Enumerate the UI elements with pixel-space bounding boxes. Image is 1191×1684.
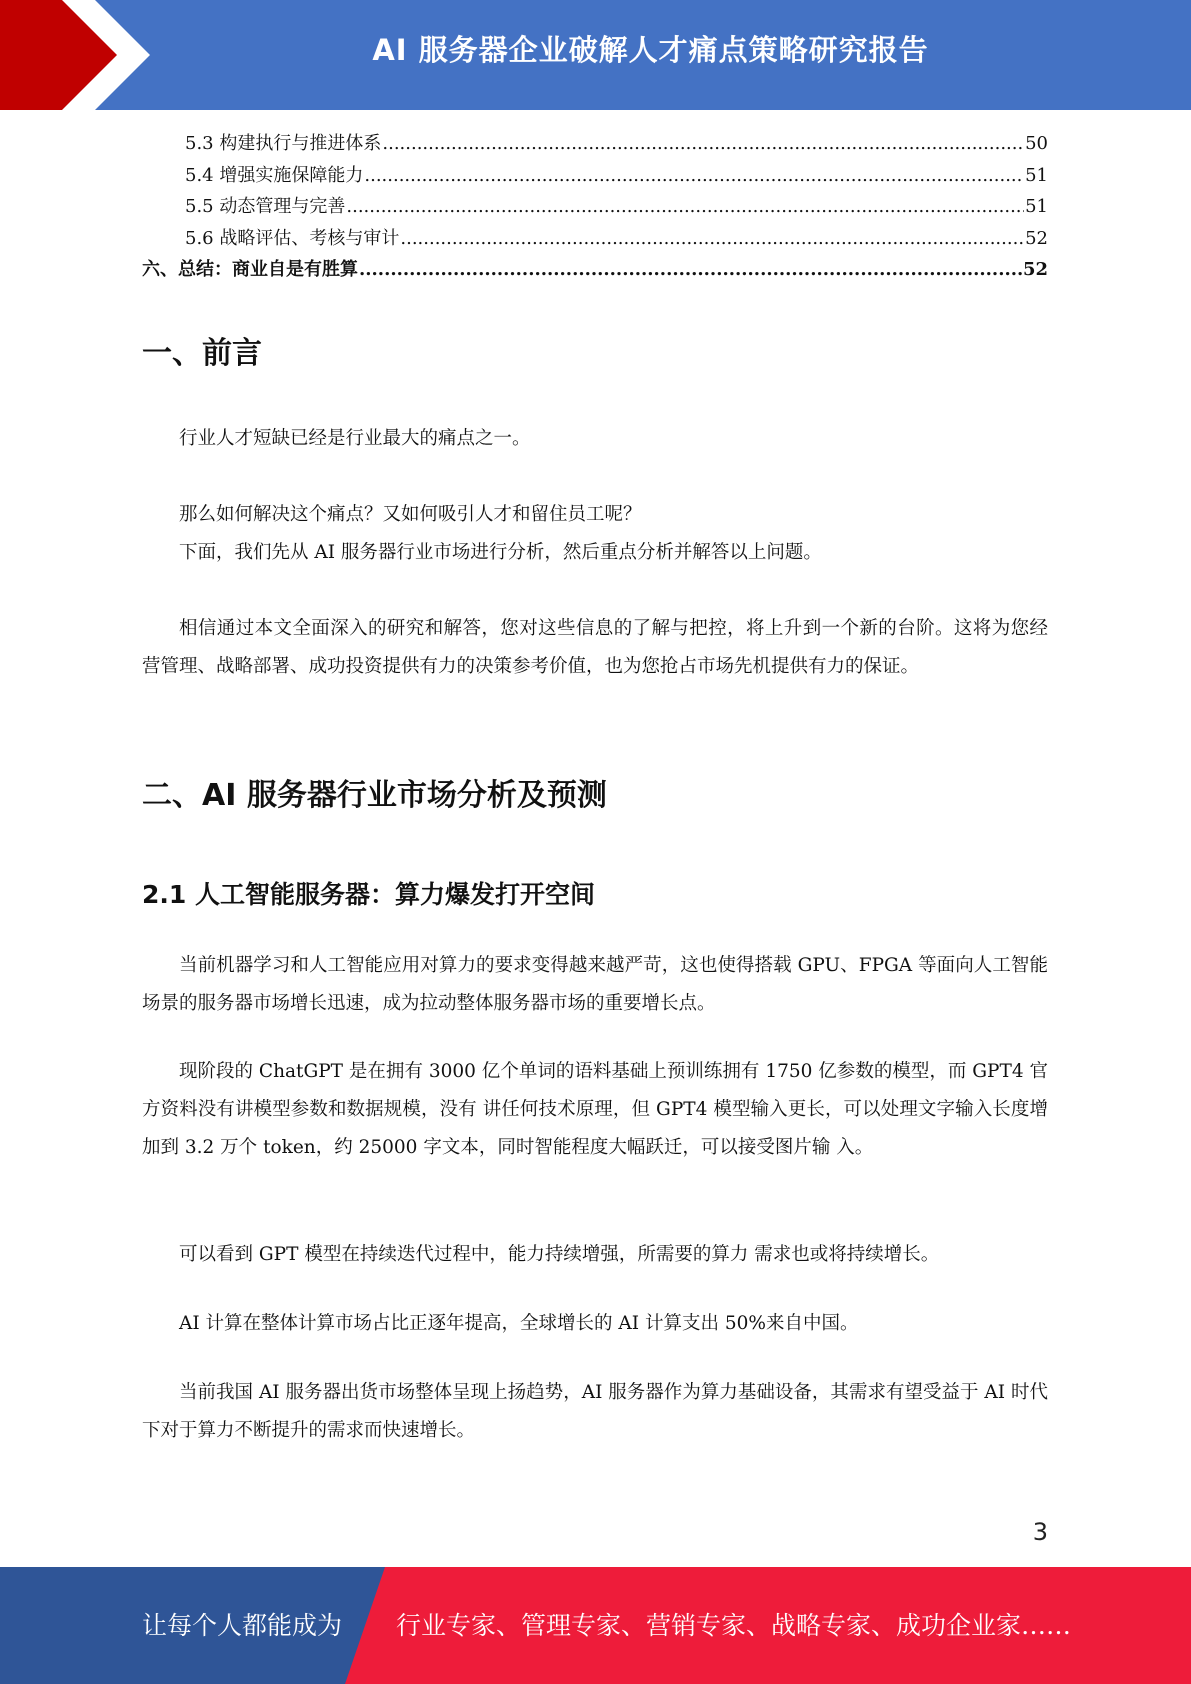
paragraph: 当前机器学习和人工智能应用对算力的要求变得越来越严苛，这也使得搭载 GPU、FPGA 等面向人工智能场景的服务器市场增长迅速，成为拉动整体服务器市场的重要增长点。 bbox=[142, 955, 1048, 1014]
toc-leader-dots bbox=[364, 160, 1024, 192]
paragraph: 可以看到 GPT 模型在持续迭代过程中，能力持续增强，所需要的算力 需求也或将持续增长。 bbox=[179, 1244, 940, 1265]
paragraph: 行业人才短缺已经是行业最大的痛点之一。 bbox=[179, 428, 531, 449]
toc-item[interactable] bbox=[142, 223, 1048, 255]
toc-leader-dots bbox=[400, 223, 1024, 255]
paragraph: 下面，我们先从 AI 服务器行业市场进行分析，然后重点分析并解答以上问题。 bbox=[179, 542, 822, 563]
paragraph: 那么如何解决这个痛点？又如何吸引人才和留住员工呢？ bbox=[179, 504, 642, 525]
page-number: 3 bbox=[1032, 1518, 1048, 1546]
toc-item[interactable] bbox=[142, 191, 1048, 223]
paragraph: AI 计算在整体计算市场占比正逐年提高，全球增长的 AI 计算支出 50%来自中国。 bbox=[179, 1313, 859, 1334]
toc-item-page: 51 bbox=[1025, 164, 1048, 186]
toc-item-page: 52 bbox=[1022, 259, 1048, 280]
toc-item-page: 51 bbox=[1025, 196, 1048, 217]
section-heading-preface: 一、前言 bbox=[142, 336, 262, 371]
table-of-contents bbox=[142, 128, 1048, 286]
toc-item-number: 5.3 bbox=[185, 133, 214, 154]
toc-item[interactable] bbox=[142, 128, 1048, 160]
toc-leader-dots bbox=[359, 254, 1022, 286]
header-arrow-logo bbox=[0, 0, 160, 110]
toc-item-title: 六、总结：商业自是有胜算 bbox=[142, 259, 358, 280]
toc-leader-dots bbox=[346, 191, 1024, 223]
report-title: AI 服务器企业破解人才痛点策略研究报告 bbox=[372, 33, 929, 67]
paragraph: 相信通过本文全面深入的研究和解答，您对这些信息的了解与把控，将上升到一个新的台阶。这将为您经营管理、战略部署、成功投资提供有力的决策参考价值，也为您抢占市场先机提供有力的保证。 bbox=[142, 618, 1048, 677]
toc-item-page: 50 bbox=[1025, 133, 1048, 154]
toc-item-number: 5.4 bbox=[185, 164, 214, 186]
footer-slogan-right: 行业专家、管理专家、营销专家、战略专家、成功企业家…… bbox=[396, 1611, 1072, 1640]
page-header bbox=[0, 0, 1191, 110]
toc-item-page: 52 bbox=[1025, 227, 1048, 249]
toc-item-number: 5.5 bbox=[185, 196, 214, 217]
paragraph: 现阶段的 ChatGPT 是在拥有 3000 亿个单词的语料基础上预训练拥有 1750 亿参数的模型，而 GPT4 官方资料没有讲模型参数和数据规模，没有 讲任何技术原理，但 GPT4 模型输入更长，可以处理文字输入长度增加到 3.2 万个 token，约 25000 字文本，同时智能程度大幅跃迁，可以接受图片输 入。 bbox=[142, 1061, 1048, 1158]
toc-leader-dots bbox=[382, 128, 1024, 160]
subsection-heading: 2.1 人工智能服务器：算力爆发打开空间 bbox=[142, 880, 595, 909]
toc-item-title: 动态管理与完善 bbox=[219, 196, 346, 217]
page-footer bbox=[0, 1567, 1191, 1684]
toc-item-title: 战略评估、考核与审计 bbox=[219, 227, 400, 249]
section-heading-market-analysis: 二、AI 服务器行业市场分析及预测 bbox=[142, 778, 607, 813]
toc-item[interactable] bbox=[142, 254, 1048, 286]
toc-item-title: 构建执行与推进体系 bbox=[219, 133, 382, 154]
toc-item-title: 增强实施保障能力 bbox=[219, 164, 364, 186]
toc-item[interactable] bbox=[142, 160, 1048, 192]
footer-slogan-left: 让每个人都能成为 bbox=[142, 1611, 343, 1640]
toc-item-number: 5.6 bbox=[185, 227, 214, 249]
paragraph: 当前我国 AI 服务器出货市场整体呈现上扬趋势，AI 服务器作为算力基础设备，其需求有望受益于 AI 时代下对于算力不断提升的需求而快速增长。 bbox=[142, 1382, 1048, 1441]
